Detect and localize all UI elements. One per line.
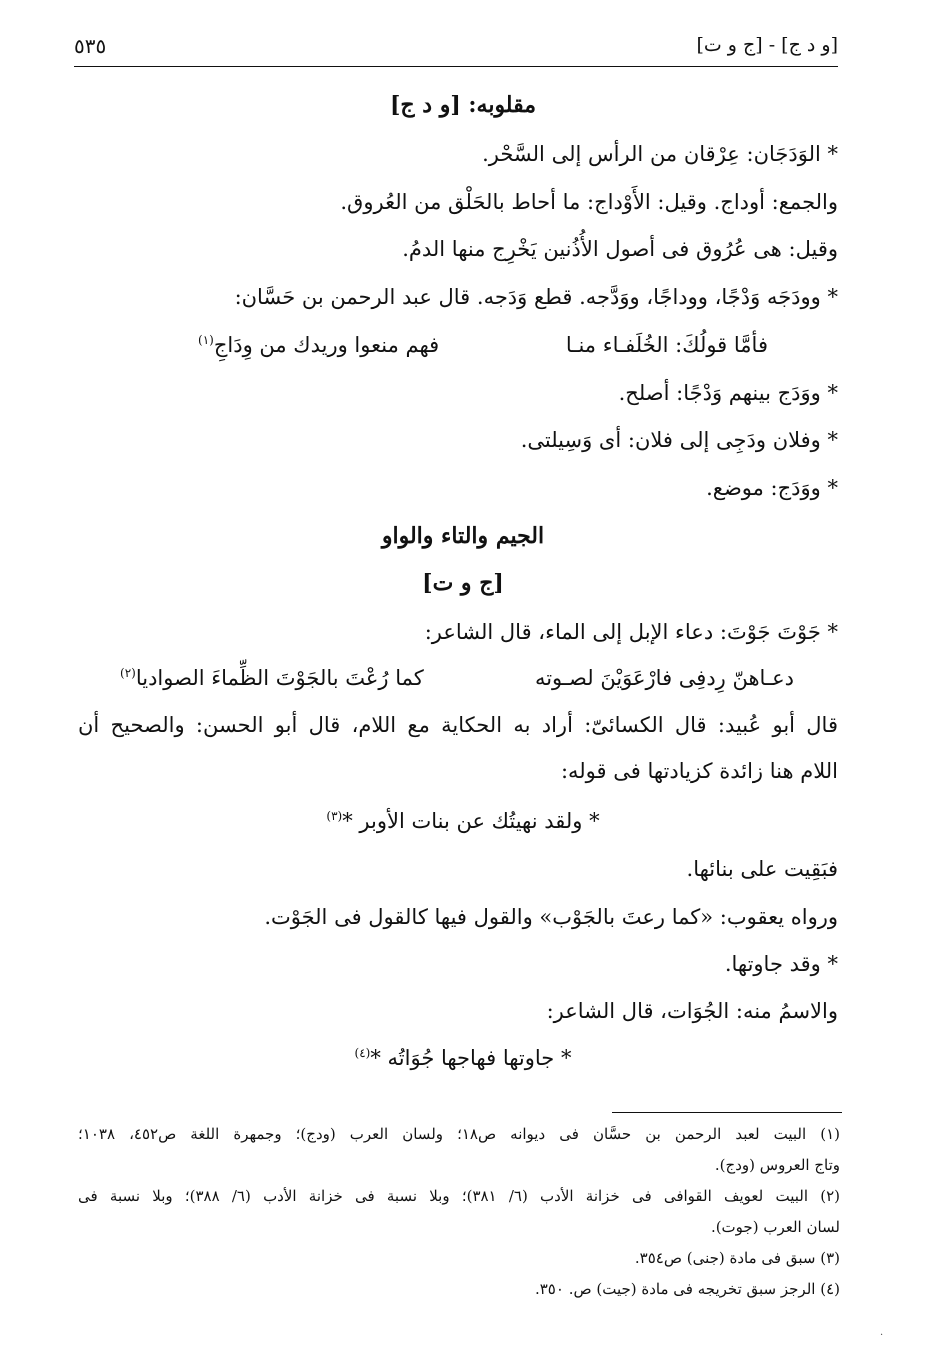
verse-1-second-hemistich: فهم منعوا وريدك من وِدَاجِ$^{(١)}$: [198, 333, 440, 357]
section-heading-maqlub: مقلوبه: [و د ج]: [389, 92, 537, 118]
footnote-1-line-1: (١) البيت لعبد الرحمن بن حسَّان فى ديوانه ص١٨؛ ولسان العرب (ودج)؛ وجمهرة اللغة ص٤٥٢، ١٠٣٨؛: [78, 1125, 840, 1143]
body-line-12: فبَقِيت على بنائها.: [686, 857, 838, 881]
body-line-3: وقيل: هى عُرُوق فى أصول الأُذُنين يَخْرِج منها الدمُ.: [402, 237, 838, 261]
page-speck: ·: [880, 1330, 884, 1341]
body-line-6: * وفلان ودَجِى إلى فلان: أى وَسِيلتى.: [520, 428, 838, 452]
quoted-verse-4: * جاوتها فهاجها جُوَاتُه *$^{(٤)}$: [354, 1046, 572, 1070]
page-number: ٥٣٥: [74, 34, 107, 58]
body-line-1: * الوَدَجَان: عِرْقان من الرأس إلى السَّحْر.: [482, 142, 838, 166]
body-line-14: * وقد جاوتها.: [724, 952, 838, 976]
body-line-15: والاسمُ منه: الجُوَات، قال الشاعر:: [546, 999, 838, 1023]
footnote-2-line-2: لسان العرب (جوت).: [710, 1218, 840, 1236]
body-line-5: * ووَدَج بينهم وَدْجًا: أصلح.: [618, 381, 838, 405]
body-line-8: * جَوْتَ جَوْتَ: دعاء الإبل إلى الماء، قال الشاعر:: [424, 620, 838, 644]
verse-2-second-hemistich: كما رُعْتَ بالجَوْتَ الظِّماءَ الصواديا$^{(٢)}$: [120, 666, 424, 690]
section-heading-jim: الجيم والتاء والواو: [381, 523, 545, 549]
running-title: [و د ج] - [ج و ت]: [696, 34, 838, 56]
footnote-marker: (٣): [326, 809, 343, 823]
footnote-marker: (٢): [120, 666, 136, 680]
footnote-marker: (٤): [354, 1046, 371, 1060]
verse-1-first-hemistich: فأمَّا قولُكَ: الخُلَفـاء منـا: [565, 333, 768, 357]
footnote-marker: (١): [198, 333, 214, 347]
body-line-7: * ووَدَج: موضع.: [706, 476, 838, 500]
entry-heading-jwt: [ج و ت]: [422, 570, 504, 596]
verse-2-first-hemistich: دعـاهنّ رِدفِى فارْعَوَيْنَ لصـوته: [534, 666, 794, 690]
footnote-1-line-2: وتاج العروس (ودج).: [714, 1156, 840, 1174]
footnote-3: (٣) سبق فى مادة (جنى) ص٣٥٤.: [634, 1249, 840, 1267]
footnote-2-line-1: (٢) البيت لعويف القوافى فى خزانة الأدب (٦/ ٣٨١)؛ وبلا نسبة فى خزانة الأدب (٦/ ٣٨٨)؛ وبلا نسبة فى: [78, 1187, 840, 1205]
footnote-4: (٤) الرجز سبق تخريجه فى مادة (جيت) ص. ٣٥٠.: [534, 1280, 840, 1298]
quoted-verse-3: * ولقد نهيتُك عن بنات الأوبر *$^{(٣)}$: [326, 809, 600, 833]
body-line-13: ورواه يعقوب: «كما رعتَ بالجَوْب» والقول فيها كالقول فى الجَوْت.: [264, 905, 838, 929]
body-line-9: قال أبو عُبيد: قال الكسائىّ: أراد به الحكاية مع اللام، قال أبو الحسن: والصحيح أن: [78, 713, 838, 737]
body-line-4: * وودَجَه وَدْجًا، ووداجًا، ووَدَّجه. قطع وَدَجه. قال عبد الرحمن بن حَسَّان:: [234, 285, 838, 309]
body-line-10: اللام هنا زائدة كزيادتها فى قوله:: [560, 759, 838, 783]
footnote-rule: [612, 1112, 842, 1113]
header-rule: [74, 66, 838, 67]
body-line-2: والجمع: أوداج. وقيل: الأَوْداج: ما أحاط بالحَلْق من العُروق.: [340, 190, 838, 214]
